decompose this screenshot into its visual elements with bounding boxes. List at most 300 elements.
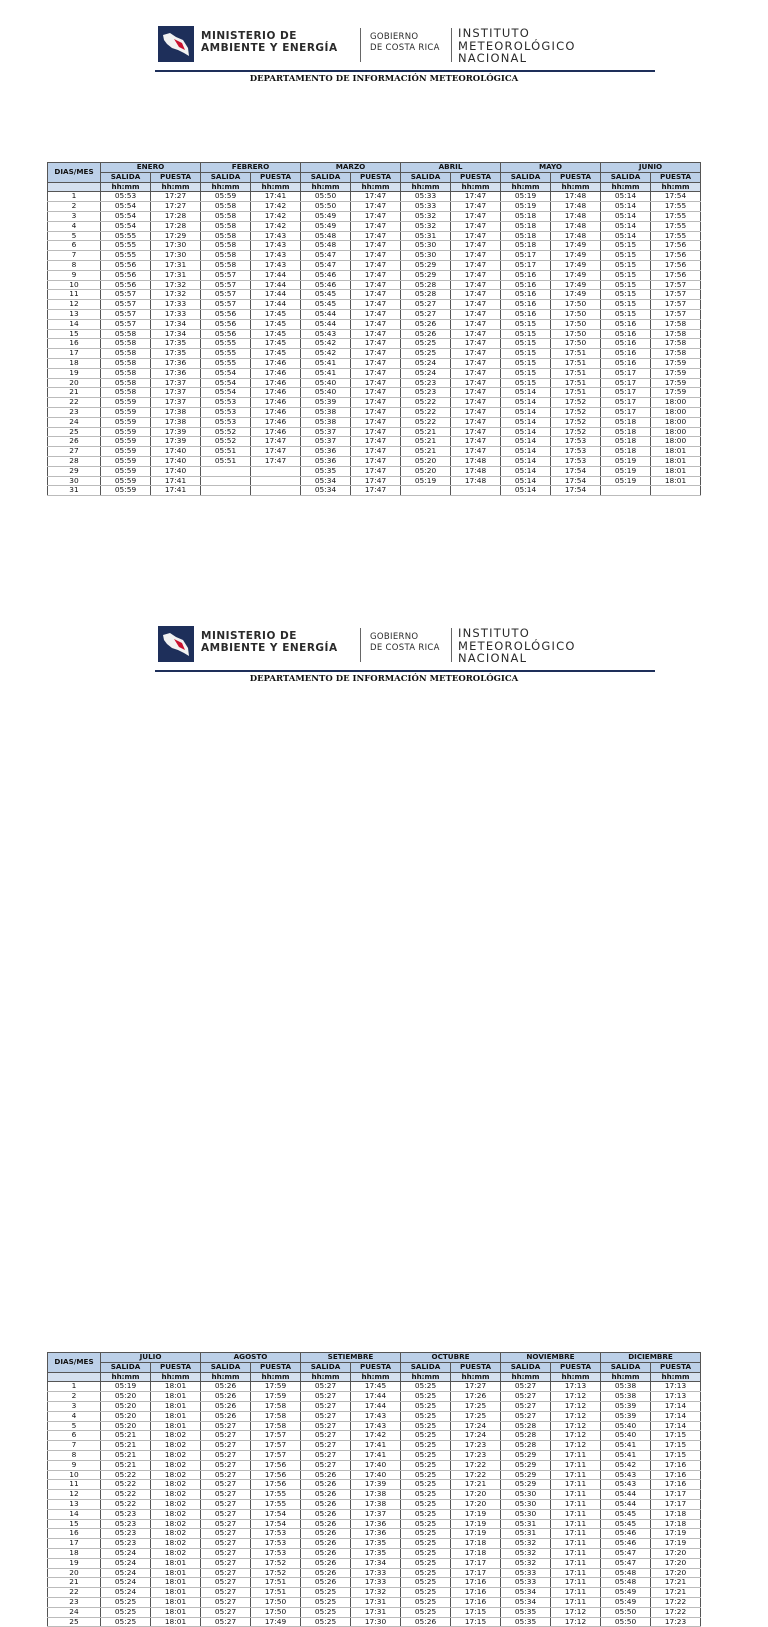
sunrise-time: 05:25 <box>401 1382 451 1392</box>
sunrise-time: 05:39 <box>301 398 351 408</box>
imn-line2: METEOROLÓGICO <box>458 638 576 653</box>
sunrise-time: 05:55 <box>201 349 251 359</box>
sunset-time: 17:39 <box>151 437 201 447</box>
sunrise-time: 05:14 <box>501 456 551 466</box>
day-number: 31 <box>48 486 101 496</box>
sunset-time <box>251 486 301 496</box>
sunrise-time: 05:14 <box>501 486 551 496</box>
day-number: 3 <box>48 1401 101 1411</box>
sunrise-time: 05:27 <box>201 1470 251 1480</box>
sunset-header: PUESTA <box>651 1362 701 1372</box>
table-row <box>48 1490 701 1500</box>
sunrise-time: 05:24 <box>101 1578 151 1588</box>
sunrise-time: 05:15 <box>501 339 551 349</box>
sunrise-time: 05:26 <box>401 1617 451 1627</box>
sunset-time: 18:01 <box>151 1588 201 1598</box>
sunrise-time: 05:15 <box>501 319 551 329</box>
sunrise-time: 05:42 <box>601 1460 651 1470</box>
table-row <box>48 417 701 427</box>
sunrise-header: SALIDA <box>201 1362 251 1372</box>
sunrise-time: 05:17 <box>501 260 551 270</box>
sunrise-time: 05:24 <box>101 1548 151 1558</box>
sunset-time: 17:45 <box>251 319 301 329</box>
sunset-time: 17:55 <box>651 231 701 241</box>
sunset-time: 17:49 <box>251 1617 301 1627</box>
sunset-time: 18:01 <box>151 1607 201 1617</box>
sunset-time: 17:51 <box>551 358 601 368</box>
sunset-time: 17:12 <box>551 1401 601 1411</box>
day-number: 15 <box>48 1519 101 1529</box>
sunset-time: 17:44 <box>251 300 301 310</box>
sunset-time: 17:49 <box>551 280 601 290</box>
sunrise-time: 05:59 <box>201 192 251 202</box>
sunset-header: PUESTA <box>251 1362 301 1372</box>
sunrise-time: 05:26 <box>201 1392 251 1402</box>
sunrise-time: 05:27 <box>301 1441 351 1451</box>
sunrise-time: 05:21 <box>101 1460 151 1470</box>
sunset-time: 18:01 <box>651 466 701 476</box>
sunset-time: 17:19 <box>451 1529 501 1539</box>
sunset-time: 17:33 <box>151 309 201 319</box>
sunset-time: 17:19 <box>651 1539 701 1549</box>
sunset-time: 17:54 <box>551 486 601 496</box>
sunset-time: 18:01 <box>151 1382 201 1392</box>
sunset-time: 17:43 <box>351 1411 401 1421</box>
day-number: 28 <box>48 456 101 466</box>
table-row <box>48 1558 701 1568</box>
sunset-header: PUESTA <box>551 172 601 182</box>
table-row <box>48 339 701 349</box>
sunrise-time: 05:33 <box>501 1568 551 1578</box>
sunrise-time: 05:19 <box>601 476 651 486</box>
sunset-time: 17:31 <box>351 1607 401 1617</box>
sunrise-time: 05:25 <box>401 1607 451 1617</box>
sunset-time: 17:47 <box>451 339 501 349</box>
sunrise-time: 05:34 <box>501 1588 551 1598</box>
sunset-time: 17:51 <box>551 378 601 388</box>
sunset-time: 17:25 <box>451 1401 501 1411</box>
sunset-time: 17:21 <box>651 1588 701 1598</box>
sunrise-time <box>201 486 251 496</box>
sunrise-time: 05:45 <box>301 300 351 310</box>
sunset-time: 17:50 <box>551 309 601 319</box>
sunset-header: PUESTA <box>651 172 701 182</box>
sunset-time: 17:57 <box>651 300 701 310</box>
sunrise-time: 05:16 <box>501 309 551 319</box>
sunset-time: 17:54 <box>251 1509 301 1519</box>
sunset-time: 17:47 <box>451 251 501 261</box>
sunset-time: 17:36 <box>351 1519 401 1529</box>
sunset-time: 17:11 <box>551 1548 601 1558</box>
sunset-time: 17:16 <box>651 1470 701 1480</box>
sunrise-time: 05:21 <box>101 1441 151 1451</box>
sunrise-time: 05:48 <box>301 241 351 251</box>
sunset-header: PUESTA <box>351 1362 401 1372</box>
sunset-time: 17:48 <box>551 192 601 202</box>
sunrise-time: 05:43 <box>601 1480 651 1490</box>
sunset-time: 17:35 <box>151 349 201 359</box>
sunset-time: 17:47 <box>251 437 301 447</box>
sunrise-time: 05:27 <box>201 1568 251 1578</box>
sunrise-time: 05:46 <box>601 1539 651 1549</box>
sunrise-time: 05:47 <box>601 1548 651 1558</box>
sunrise-time: 05:16 <box>601 329 651 339</box>
sunset-time: 17:25 <box>451 1411 501 1421</box>
sunset-time: 17:47 <box>451 417 501 427</box>
sunrise-time: 05:22 <box>401 398 451 408</box>
sunset-time <box>251 466 301 476</box>
sunrise-time: 05:25 <box>101 1607 151 1617</box>
sunrise-time: 05:39 <box>601 1401 651 1411</box>
table-row <box>48 1431 701 1441</box>
sunrise-header: SALIDA <box>501 172 551 182</box>
sunrise-time: 05:44 <box>301 309 351 319</box>
table-row <box>48 1480 701 1490</box>
sunset-time: 17:45 <box>251 329 301 339</box>
rise-set-header-row <box>48 172 701 182</box>
sunset-time: 17:47 <box>351 221 401 231</box>
sunset-time: 17:45 <box>251 309 301 319</box>
sunset-time: 17:57 <box>251 1431 301 1441</box>
sunrise-time: 05:25 <box>401 1539 451 1549</box>
sunrise-time <box>201 476 251 486</box>
sunset-time: 17:47 <box>351 349 401 359</box>
sunset-time: 17:47 <box>351 437 401 447</box>
sunset-time: 17:16 <box>651 1480 701 1490</box>
sunset-time: 17:20 <box>651 1548 701 1558</box>
sunrise-time: 05:29 <box>501 1460 551 1470</box>
sunset-time: 17:47 <box>351 466 401 476</box>
sunrise-time: 05:59 <box>101 486 151 496</box>
sunrise-time: 05:17 <box>601 378 651 388</box>
sunrise-time: 05:42 <box>301 349 351 359</box>
sunrise-time: 05:25 <box>401 1499 451 1509</box>
sunset-time: 18:01 <box>151 1411 201 1421</box>
sunrise-time: 05:25 <box>401 1578 451 1588</box>
sunrise-time: 05:40 <box>601 1431 651 1441</box>
sunset-time: 17:11 <box>551 1509 601 1519</box>
sunset-time: 17:54 <box>551 466 601 476</box>
sunrise-time: 05:23 <box>101 1509 151 1519</box>
sunset-time: 17:11 <box>551 1460 601 1470</box>
unit-label: hh:mm <box>451 1372 501 1382</box>
sunset-time: 17:20 <box>651 1568 701 1578</box>
sunrise-time: 05:25 <box>401 1490 451 1500</box>
sunrise-time: 05:15 <box>601 251 651 261</box>
sunrise-time: 05:58 <box>101 358 151 368</box>
sunset-time: 17:41 <box>151 476 201 486</box>
sunrise-time: 05:27 <box>201 1450 251 1460</box>
imn-line3: NACIONAL <box>458 651 528 665</box>
sunset-time: 17:46 <box>251 388 301 398</box>
sunrise-time: 05:17 <box>601 398 651 408</box>
sunset-time: 18:02 <box>151 1470 201 1480</box>
sunrise-time: 05:48 <box>601 1568 651 1578</box>
sunrise-time: 05:36 <box>301 456 351 466</box>
sunrise-time: 05:26 <box>301 1490 351 1500</box>
sunset-time: 17:17 <box>651 1490 701 1500</box>
sunrise-time: 05:18 <box>601 427 651 437</box>
sunset-time: 17:57 <box>651 290 701 300</box>
sunrise-time: 05:25 <box>301 1617 351 1627</box>
unit-label: hh:mm <box>251 182 301 192</box>
sunset-time: 17:58 <box>251 1411 301 1421</box>
sunrise-time: 05:25 <box>401 1421 451 1431</box>
sunset-time: 17:47 <box>351 378 401 388</box>
sunset-time: 17:11 <box>551 1529 601 1539</box>
sunset-time: 17:42 <box>251 202 301 212</box>
sunrise-time: 05:22 <box>101 1470 151 1480</box>
sunrise-time: 05:25 <box>401 1431 451 1441</box>
sunrise-time: 05:32 <box>501 1558 551 1568</box>
sunset-time: 17:40 <box>151 456 201 466</box>
sunset-time: 17:50 <box>551 319 601 329</box>
sunrise-time: 05:49 <box>301 211 351 221</box>
sunset-time: 17:47 <box>451 260 501 270</box>
sunset-time: 17:47 <box>451 398 501 408</box>
sunrise-time: 05:25 <box>401 1411 451 1421</box>
header-rule <box>155 70 655 72</box>
sunrise-time: 05:41 <box>601 1441 651 1451</box>
day-number: 6 <box>48 241 101 251</box>
sunrise-time: 05:57 <box>201 270 251 280</box>
sunrise-time: 05:30 <box>501 1509 551 1519</box>
sunset-time: 17:12 <box>551 1392 601 1402</box>
sunset-time: 17:47 <box>351 290 401 300</box>
sunset-time: 17:12 <box>551 1441 601 1451</box>
sunset-time: 18:02 <box>151 1450 201 1460</box>
sunrise-time: 05:27 <box>301 1450 351 1460</box>
sunrise-time: 05:25 <box>401 1597 451 1607</box>
sunset-time: 17:30 <box>151 251 201 261</box>
sunrise-time: 05:28 <box>401 280 451 290</box>
sunrise-time: 05:27 <box>201 1509 251 1519</box>
sunrise-time: 05:26 <box>301 1529 351 1539</box>
table-row <box>48 1411 701 1421</box>
sunset-time: 17:44 <box>251 280 301 290</box>
sunset-time: 17:50 <box>251 1597 301 1607</box>
sunrise-time: 05:14 <box>501 476 551 486</box>
sunset-time: 17:47 <box>351 417 401 427</box>
sunset-time: 17:37 <box>151 378 201 388</box>
unit-label: hh:mm <box>301 182 351 192</box>
table-row <box>48 456 701 466</box>
day-number: 6 <box>48 1431 101 1441</box>
month-header-row <box>48 1353 701 1363</box>
day-number: 17 <box>48 1539 101 1549</box>
units-row <box>48 182 701 192</box>
sunrise-time: 05:22 <box>101 1480 151 1490</box>
sunrise-time: 05:56 <box>101 260 151 270</box>
sunset-time: 17:48 <box>551 211 601 221</box>
sunset-time: 18:01 <box>651 476 701 486</box>
sunset-time <box>251 476 301 486</box>
sunset-time: 17:38 <box>151 407 201 417</box>
table-row <box>48 251 701 261</box>
unit-label: hh:mm <box>601 182 651 192</box>
table-row <box>48 1392 701 1402</box>
sunset-time: 17:14 <box>651 1421 701 1431</box>
sunrise-time: 05:17 <box>501 251 551 261</box>
sunrise-time: 05:15 <box>601 270 651 280</box>
sunrise-time: 05:21 <box>101 1431 151 1441</box>
sunset-time: 18:02 <box>151 1441 201 1451</box>
table-row <box>48 1597 701 1607</box>
sunset-time: 17:55 <box>651 211 701 221</box>
sunset-time: 17:42 <box>251 221 301 231</box>
sunrise-time: 05:29 <box>501 1470 551 1480</box>
sunset-time: 17:21 <box>451 1480 501 1490</box>
sunset-time: 17:53 <box>551 447 601 457</box>
sunset-time: 17:47 <box>351 368 401 378</box>
day-number: 4 <box>48 1411 101 1421</box>
sunset-time: 17:47 <box>351 192 401 202</box>
sunset-time: 18:02 <box>151 1509 201 1519</box>
sunset-time: 17:58 <box>251 1401 301 1411</box>
sunset-time: 17:47 <box>451 329 501 339</box>
table-row <box>48 1509 701 1519</box>
sunset-time: 17:47 <box>351 260 401 270</box>
sunset-time: 17:56 <box>651 241 701 251</box>
sunrise-time: 05:23 <box>401 388 451 398</box>
sunrise-time: 05:20 <box>101 1411 151 1421</box>
sunrise-time: 05:27 <box>301 1382 351 1392</box>
sunset-time: 18:01 <box>651 456 701 466</box>
sunset-time: 17:47 <box>351 300 401 310</box>
sunset-time: 17:32 <box>151 280 201 290</box>
sunrise-time: 05:14 <box>501 398 551 408</box>
sunset-time: 17:31 <box>151 270 201 280</box>
sunrise-time: 05:16 <box>601 339 651 349</box>
day-number: 22 <box>48 1588 101 1598</box>
sunset-time: 17:28 <box>151 211 201 221</box>
sunset-time: 17:47 <box>351 231 401 241</box>
unit-label: hh:mm <box>151 1372 201 1382</box>
sunset-time: 18:02 <box>151 1548 201 1558</box>
sunset-time: 17:55 <box>651 202 701 212</box>
sunrise-time: 05:50 <box>301 202 351 212</box>
sunrise-time: 05:34 <box>501 1597 551 1607</box>
ministry-line1: MINISTERIO DE <box>201 630 297 642</box>
sunset-time: 17:47 <box>351 241 401 251</box>
sunrise-time: 05:16 <box>501 300 551 310</box>
ministry-name <box>201 630 338 654</box>
sunrise-time: 05:54 <box>201 388 251 398</box>
sunrise-time: 05:25 <box>401 1568 451 1578</box>
sunset-time: 17:35 <box>151 339 201 349</box>
month-header: AGOSTO <box>201 1353 301 1363</box>
sunset-time: 17:45 <box>351 1382 401 1392</box>
sunset-time: 17:56 <box>251 1480 301 1490</box>
sunrise-time: 05:59 <box>101 447 151 457</box>
table-row <box>48 388 701 398</box>
table-row <box>48 437 701 447</box>
sunrise-time: 05:19 <box>601 466 651 476</box>
sunset-header: PUESTA <box>151 172 201 182</box>
sunset-time: 17:49 <box>551 270 601 280</box>
sunrise-time: 05:50 <box>301 192 351 202</box>
units-row <box>48 1372 701 1382</box>
day-number: 10 <box>48 1470 101 1480</box>
sunset-time: 17:46 <box>251 407 301 417</box>
sunset-time: 17:48 <box>451 476 501 486</box>
costa-rica-map-logo <box>158 26 194 62</box>
sunset-time: 17:23 <box>451 1450 501 1460</box>
sunrise-time: 05:27 <box>201 1529 251 1539</box>
day-number: 25 <box>48 1617 101 1627</box>
sunrise-time: 05:48 <box>301 231 351 241</box>
sunrise-time: 05:52 <box>201 437 251 447</box>
sunrise-time: 05:59 <box>101 398 151 408</box>
sunrise-time: 05:37 <box>301 427 351 437</box>
sunset-time: 18:00 <box>651 427 701 437</box>
sunset-time: 17:22 <box>451 1470 501 1480</box>
sunset-time: 17:20 <box>451 1490 501 1500</box>
sunrise-time: 05:14 <box>601 231 651 241</box>
day-number: 14 <box>48 319 101 329</box>
sunset-time: 17:49 <box>551 241 601 251</box>
sunset-time: 17:12 <box>551 1607 601 1617</box>
sunset-time: 17:15 <box>651 1431 701 1441</box>
sunrise-time: 05:43 <box>301 329 351 339</box>
sunset-time: 17:46 <box>251 417 301 427</box>
sunrise-time: 05:44 <box>601 1499 651 1509</box>
separator <box>451 28 452 62</box>
table-row <box>48 1617 701 1627</box>
sunrise-time: 05:18 <box>601 437 651 447</box>
sunset-time: 17:57 <box>651 309 701 319</box>
unit-label: hh:mm <box>401 1372 451 1382</box>
unit-label: hh:mm <box>501 1372 551 1382</box>
sunset-time: 17:46 <box>251 398 301 408</box>
sunset-time: 17:47 <box>451 368 501 378</box>
sunset-time: 17:34 <box>351 1558 401 1568</box>
sunrise-time: 05:28 <box>401 290 451 300</box>
sunset-time: 17:44 <box>351 1401 401 1411</box>
sunrise-time: 05:59 <box>101 476 151 486</box>
sunset-time: 17:47 <box>351 319 401 329</box>
sunrise-time: 05:54 <box>101 211 151 221</box>
sunrise-time: 05:18 <box>501 211 551 221</box>
sunrise-time: 05:54 <box>201 378 251 388</box>
sunset-time: 17:59 <box>651 358 701 368</box>
sunset-time: 17:40 <box>351 1470 401 1480</box>
day-number: 15 <box>48 329 101 339</box>
sunrise-time: 05:14 <box>501 417 551 427</box>
sunrise-time: 05:21 <box>401 437 451 447</box>
sunrise-time: 05:34 <box>301 486 351 496</box>
sunrise-time: 05:23 <box>101 1539 151 1549</box>
sunrise-time: 05:41 <box>601 1450 651 1460</box>
sunrise-time: 05:21 <box>401 427 451 437</box>
sunrise-time: 05:52 <box>201 427 251 437</box>
day-number: 7 <box>48 1441 101 1451</box>
sunset-time: 18:01 <box>151 1421 201 1431</box>
sunset-time: 17:47 <box>351 309 401 319</box>
sunrise-time: 05:35 <box>301 466 351 476</box>
sunrise-time: 05:26 <box>301 1519 351 1529</box>
sunset-time: 17:11 <box>551 1519 601 1529</box>
table-row <box>48 1588 701 1598</box>
table-row <box>48 1421 701 1431</box>
sunrise-time: 05:57 <box>201 290 251 300</box>
sunset-time: 17:58 <box>251 1421 301 1431</box>
table-row <box>48 1529 701 1539</box>
unit-label: hh:mm <box>351 1372 401 1382</box>
sunrise-time: 05:56 <box>101 270 151 280</box>
sunrise-time: 05:57 <box>101 290 151 300</box>
sunrise-time: 05:15 <box>501 378 551 388</box>
